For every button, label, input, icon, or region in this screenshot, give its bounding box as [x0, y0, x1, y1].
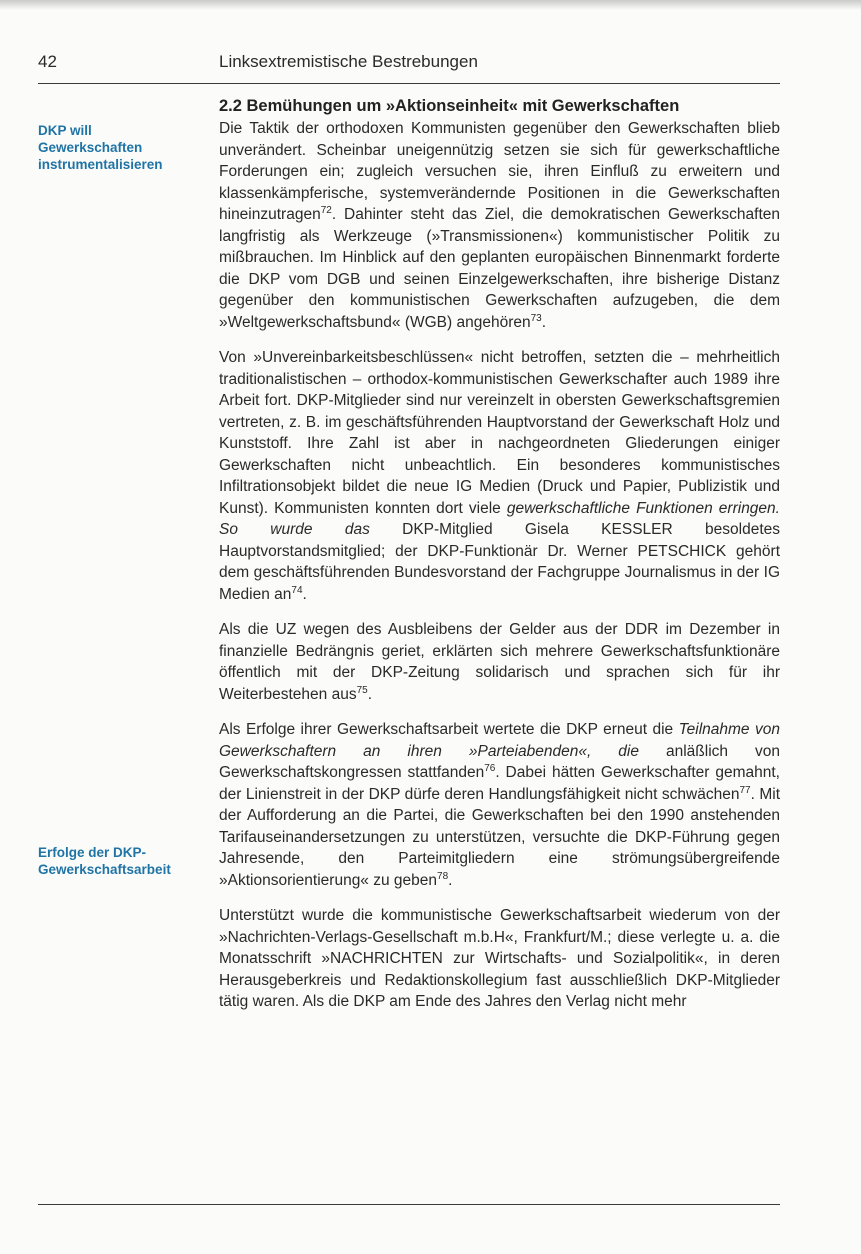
text-run: .	[302, 585, 307, 603]
footnote-ref: 74	[291, 584, 303, 596]
text-run: . Mit der Aufforderung an die Partei, die Gewerkschaften bei den 1990 anstehenden Tarifauseinandersetzungen zu unterstützen, versuchte die DKP-Führung gegen Jahresende, den Parteimitgliedern eine strömungsübergreifende »Aktionsorientierung« zu geben	[219, 785, 780, 889]
text-run: .	[541, 313, 547, 331]
main-text-column	[219, 94, 780, 1027]
text-run: .	[448, 871, 453, 889]
text-run: . Dabei hätten Gewerkschafter gemahnt, der Linienstreit in der DKP dürfe deren Handlungsfähigkeit nicht schwächen	[219, 764, 780, 803]
footer-rule	[38, 1204, 780, 1205]
margin-note-successes: Erfolge der DKP-Gewerkschaftsarbeit	[38, 845, 171, 877]
text-run: Die Taktik der orthodoxen Kommunisten gegenüber den Gewerkschaften blieb unverändert. Scheinbar uneigennützig setzen sie sich für gewerkschaftliche Forderungen ein; zugleich versuchen sie, ihren Einfluß zu erweitern und klassenkämpferische, systemverändernde Positionen in die Gewerkschaften hineinzutragen	[219, 120, 780, 223]
italic-text: Teilnahme von Gewerkschaftern an ihren »Parteiabenden«, die	[219, 721, 780, 760]
page-top-shadow	[0, 0, 861, 10]
footnote-ref: 77	[739, 784, 751, 796]
text-run: Von »Unvereinbarkeitsbeschlüssen« nicht betroffen, setzten die – mehrheitlich traditionalistischen – orthodox-kommunistischen Gewerkschafter auch 1989 ihre Arbeit fort. DKP-Mitglieder sind nur vereinzelt in obersten Gewerkschaftsgremien vertreten, z. B. im geschäftsführenden Hauptvorstand der Gewerkschaft Holz und Kunststoff. Ihre Zahl ist aber in nachgeordneten Gliederungen einiger Gewerkschaften nicht unbeachtlich. Ein besonderes kommunistisches Infiltrationsobjekt bildet die neue IG Medien (Druck und Papier, Publizistik und Kunst). Kommunisten konnten dort viele	[219, 349, 780, 517]
footnote-ref: 75	[356, 684, 368, 696]
paragraph	[219, 905, 780, 1013]
text-run: .	[367, 685, 373, 703]
text-run: DKP-Mitglied Gisela KESSLER besoldetes Hauptvorstandsmitglied; der DKP-Funktionär Dr. Werner PETSCHICK gehört dem geschäftsführenden Bundesvorstand der Fachgruppe Journalismus in der IG Medien an	[219, 521, 780, 603]
text-run: Als die UZ wegen des Ausbleibens der Gelder aus der DDR im Dezember in finanzielle Bedrängnis geriet, erklärten sich mehrere Gewerkschaftsfunktionäre öffentlich mit der DKP-Zeitung solidarisch und sprachen sich für ihr Weiterbestehen aus	[219, 621, 780, 703]
text-run: Als Erfolge ihrer Gewerkschaftsarbeit wertete die DKP erneut die	[219, 721, 679, 738]
text-run: anläßlich von Gewerkschaftskongressen stattfanden	[219, 742, 781, 781]
italic-text: gewerkschaftliche Funktionen erringen. So wurde das	[219, 499, 780, 538]
paragraph	[219, 347, 780, 605]
section-heading: 2.2 Bemühungen um »Aktionseinheit« mit Gewerkschaften	[219, 97, 680, 115]
paragraph	[219, 719, 780, 891]
page-number: 42	[38, 52, 57, 71]
footnote-ref: 73	[530, 312, 542, 324]
margin-note-instrumentalize: DKP will Gewerkschaften instrumentalisieren	[38, 123, 163, 172]
paragraph	[219, 619, 780, 705]
header-rule	[38, 83, 780, 84]
running-head: Linksextremistische Bestrebungen	[219, 52, 478, 71]
footnote-ref: 72	[320, 204, 332, 216]
text-run: Unterstützt wurde die kommunistische Gewerkschaftsarbeit wiederum von der »Nachrichten-Verlags-Gesellschaft m.b.H«, Frankfurt/M.; diese verlegte u. a. die Monatsschrift »NACHRICHTEN zur Wirtschafts- und Sozialpolitik«, in deren Herausgeberkreis und Redaktionskollegium fast ausschließlich DKP-Mitglieder tätig waren. Als die DKP am Ende des Jahres den Verlag nicht mehr	[219, 907, 780, 1010]
footnote-ref: 76	[484, 762, 496, 774]
footnote-ref: 78	[437, 870, 449, 882]
text-run: . Dahinter steht das Ziel, die demokratischen Gewerkschaften langfristig als Werkzeuge (»Transmissionen«) kommunistischer Politik zu mißbrauchen. Im Hinblick auf den geplanten europäischen Binnenmarkt forderte die DKP vom DGB und seinen Einzelgewerkschaften, ihre bisherige Distanz gegenüber den kommunistischen Gewerkschaften aufzugeben, die dem »Weltgewerkschaftsbund« (WGB) angehören	[219, 206, 780, 331]
paragraph	[219, 118, 780, 333]
